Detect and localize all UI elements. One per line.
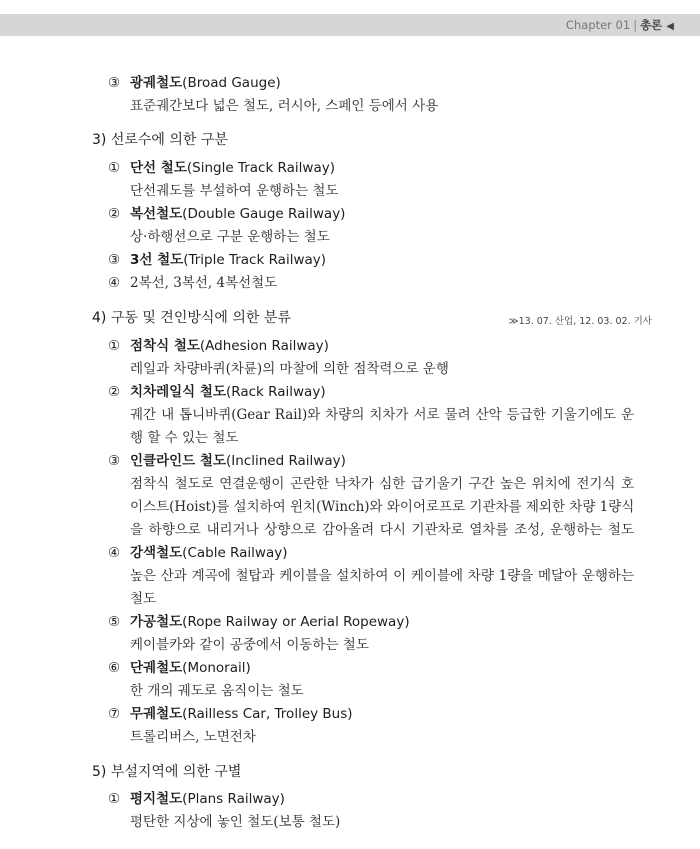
list-item-plains: ① 평지철도(Plans Railway) (108, 791, 285, 807)
section-heading-4: 4) 구동 및 견인방식에 의한 분류 (92, 310, 291, 326)
triangle-marker-icon: ◀ (666, 21, 674, 32)
list-item-cable: ④ 강색철도(Cable Railway) (108, 545, 288, 561)
list-item-monorail: ⑥ 단궤철도(Monorail) (108, 660, 251, 676)
running-header (0, 14, 700, 36)
list-item-adhesion: ① 점착식 철도(Adhesion Railway) (108, 338, 329, 354)
description: 철도 (130, 591, 157, 607)
list-item-broad-gauge: ③ 광궤철도(Broad Gauge) (108, 75, 281, 91)
description: 표준궤간보다 넓은 철도, 러시아, 스페인 등에서 사용 (130, 98, 439, 114)
list-item-rack: ② 치차레일식 철도(Rack Railway) (108, 384, 326, 400)
description: 상·하행선으로 구분 운행하는 철도 (130, 229, 330, 245)
description: 점착식 철도로 연결운행이 곤란한 낙차가 심한 급기울기 구간 높은 위치에 전기식 호 (130, 476, 634, 492)
list-item-railless: ⑦ 무궤철도(Railless Car, Trolley Bus) (108, 706, 353, 722)
description: 을 하향으로 내리거나 상향으로 감아올려 다시 기관차로 열차를 조성, 운행하는 철도 (130, 522, 634, 538)
list-item-triple-track: ③ 3선 철도(Triple Track Railway) (108, 252, 327, 268)
header-separator: | (633, 18, 638, 32)
list-item-double-gauge: ② 복선철도(Double Gauge Railway) (108, 206, 346, 222)
description: 레일과 차량바퀴(차륜)의 마찰에 의한 점착력으로 운행 (130, 361, 449, 377)
description: 행 할 수 있는 철도 (130, 430, 239, 446)
description: 평탄한 지상에 놓인 철도(보통 철도) (130, 814, 341, 830)
description: 트롤리버스, 노면전차 (130, 729, 256, 745)
description: 이스트(Hoist)를 설치하여 윈치(Winch)와 와이어로프로 기관차를 제외한 차량 1량식 (130, 499, 635, 515)
chapter-title: 총론 (640, 18, 663, 32)
chapter-label: Chapter 01 (565, 18, 631, 32)
section-heading-5: 5) 부설지역에 의한 구별 (92, 764, 242, 780)
exam-reference: ≫13. 07. 산업, 12. 03. 02. 기사 (508, 316, 652, 327)
list-item-inclined: ③ 인클라인드 철도(Inclined Railway) (108, 453, 346, 469)
list-item-multi-track: ④ 2복선, 3복선, 4복선철도 (108, 275, 278, 291)
description: 케이블카와 같이 공중에서 이동하는 철도 (130, 637, 369, 653)
description: 궤간 내 톱니바퀴(Gear Rail)와 차량의 치차가 서로 물려 산악 등급한 기울기에도 운 (130, 407, 634, 423)
list-item-rope: ⑤ 가공철도(Rope Railway or Aerial Ropeway) (108, 614, 410, 630)
section-heading-3: 3) 선로수에 의한 구분 (92, 132, 228, 148)
description: 단선궤도를 부설하여 운행하는 철도 (130, 183, 339, 199)
description: 높은 산과 계곡에 철탑과 케이블을 설치하여 이 케이블에 차량 1량을 메달아 운행하는 (130, 568, 634, 584)
list-item-single-track: ① 단선 철도(Single Track Railway) (108, 160, 335, 176)
running-header-text (566, 14, 674, 36)
description: 한 개의 궤도로 움직이는 철도 (130, 683, 304, 699)
